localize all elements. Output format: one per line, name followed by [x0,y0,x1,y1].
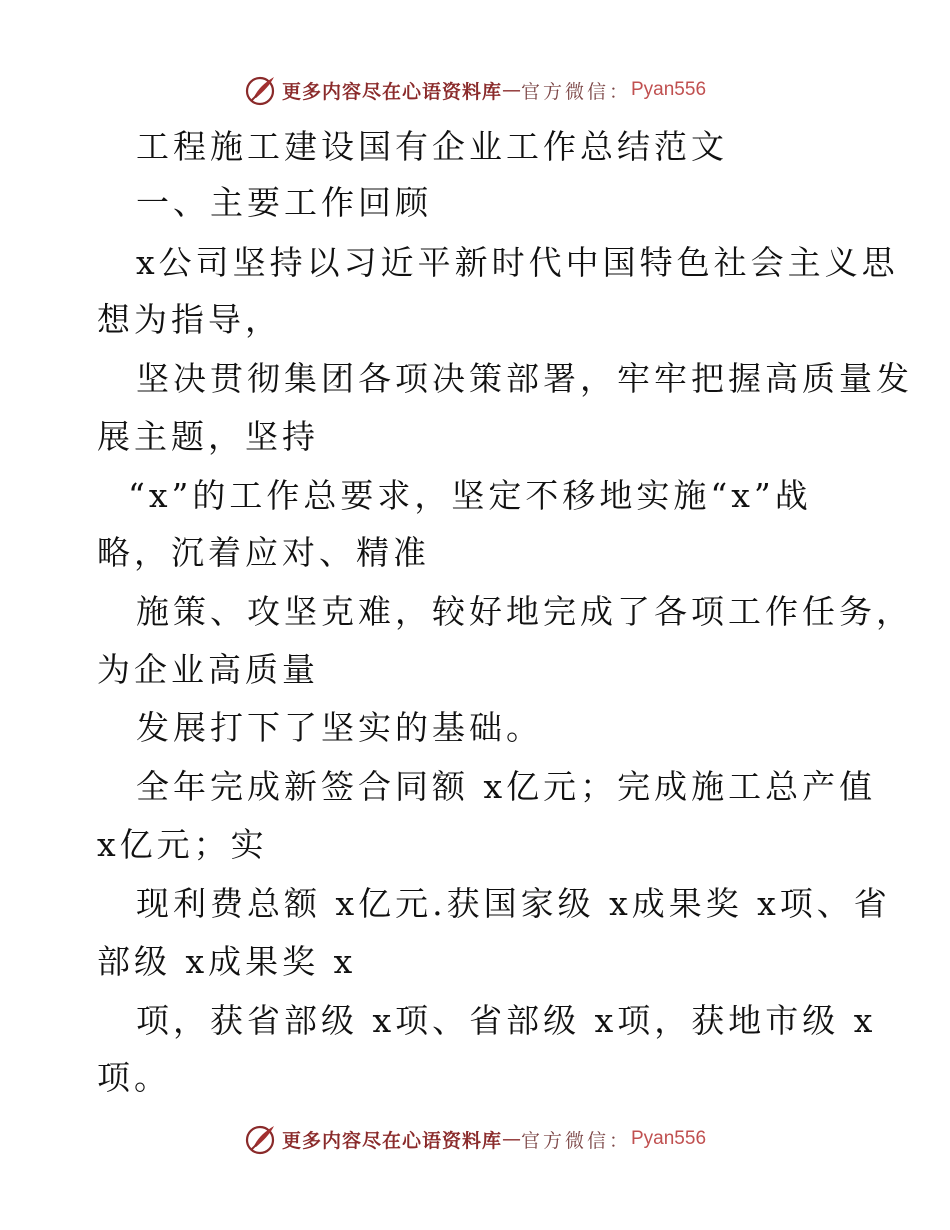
watermark-dash: — [501,79,521,101]
paragraph-line: 略，沉着应对、精准 [97,533,430,572]
section-heading: 一、主要工作回顾 [136,183,432,222]
paragraph-line: 部级 x成果奖 x [97,942,357,981]
watermark-wechat-id: Pyan556 [631,79,707,100]
document-title: 工程施工建设国有企业工作总结范文 [136,127,728,166]
quill-pen-icon [244,73,278,107]
paragraph-line: 坚决贯彻集团各项决策部署，牢牢把握高质量发 [136,359,913,398]
watermark-site-text: 更多内容尽在心语资料库 [281,1129,502,1152]
header-watermark [0,70,950,110]
paragraph-line: 发展打下了坚实的基础。 [136,708,543,747]
watermark-official-label: 官方微信： [520,80,631,103]
paragraph-line: 项，获省部级 x项、省部级 x项，获地市级 x [136,1001,877,1040]
paragraph-line: 项。 [97,1058,171,1097]
watermark-wechat-id: Pyan556 [631,1128,707,1149]
paragraph-line: “x”的工作总要求，坚定不移地实施“x”战 [128,476,812,515]
quill-pen-icon [244,1122,278,1156]
paragraph-line: 想为指导， [97,300,282,339]
watermark-site-text: 更多内容尽在心语资料库 [281,80,502,103]
watermark-official-label: 官方微信： [520,1129,631,1152]
paragraph-line: 全年完成新签合同额 x亿元；完成施工总产值 [136,767,877,806]
paragraph-line: 施策、攻坚克难，较好地完成了各项工作任务， [136,592,913,631]
paragraph-line: 展主题，坚持 [97,417,319,456]
paragraph-line: x公司坚持以习近平新时代中国特色社会主义思 [136,243,899,282]
footer-watermark [0,1119,950,1159]
paragraph-line: x亿元；实 [97,825,268,864]
paragraph-line: 为企业高质量 [97,650,319,689]
paragraph-line: 现利费总额 x亿元.获国家级 x成果奖 x项、省 [136,884,891,923]
watermark-dash: — [501,1128,521,1150]
